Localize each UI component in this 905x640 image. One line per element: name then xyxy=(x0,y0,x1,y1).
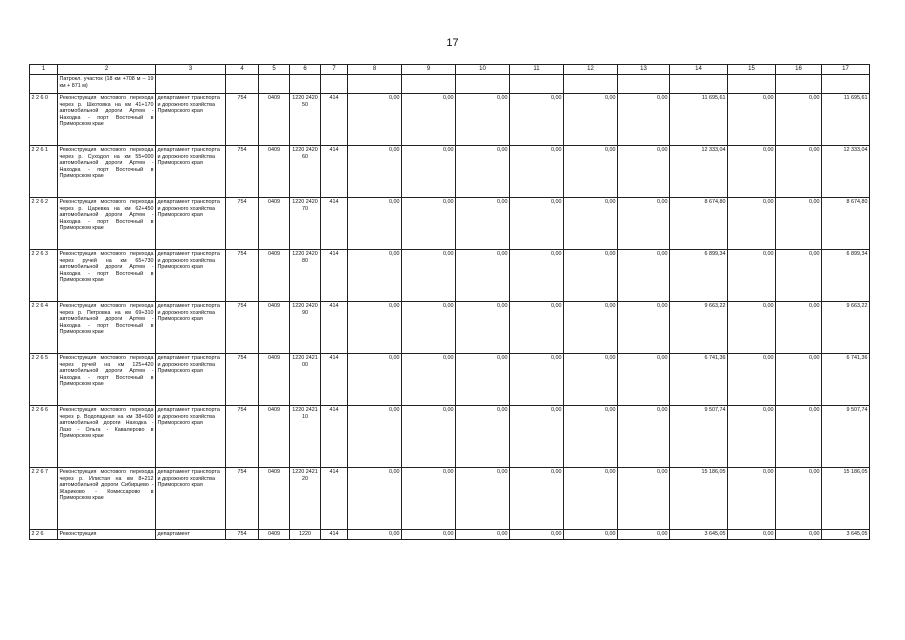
cell-c14: 8 674,80 xyxy=(670,198,728,250)
cell-id: 2 2 6 4 xyxy=(30,302,58,354)
cell-c4: 754 xyxy=(226,250,259,302)
table-row xyxy=(30,250,870,302)
cell-c13: 0,00 xyxy=(618,530,670,539)
cell-c8: 0,00 xyxy=(348,406,402,468)
empty-cell xyxy=(670,75,728,94)
cell-c15: 0,00 xyxy=(728,406,776,468)
cell-c7: 414 xyxy=(321,468,348,530)
empty-cell xyxy=(321,75,348,94)
cell-c9: 0,00 xyxy=(402,250,456,302)
cell-org: департамент xyxy=(156,530,226,539)
cell-id: 2 2 6 1 xyxy=(30,146,58,198)
cell-c16: 0,00 xyxy=(776,250,822,302)
cell-org: департамент транспорта и дорожного хозяйства Приморского края xyxy=(156,302,226,354)
cell-c14: 12 333,04 xyxy=(670,146,728,198)
cell-c14: 11 695,61 xyxy=(670,94,728,146)
continuation-text: Патрокл. участок (18 км +708 м – 19 км + 871 м) xyxy=(58,75,156,94)
cell-org: департамент транспорта и дорожного хозяйства Приморского края xyxy=(156,198,226,250)
cell-c10: 0,00 xyxy=(456,354,510,406)
cell-c14: 6 899,34 xyxy=(670,250,728,302)
cell-c7: 414 xyxy=(321,94,348,146)
cell-c17: 11 695,61 xyxy=(822,94,870,146)
cell-id: 2 2 6 6 xyxy=(30,406,58,468)
cell-c9: 0,00 xyxy=(402,468,456,530)
cell-c15: 0,00 xyxy=(728,198,776,250)
cell-c4: 754 xyxy=(226,354,259,406)
column-header-15: 15 xyxy=(728,65,776,75)
cell-org: департамент транспорта и дорожного хозяйства Приморского края xyxy=(156,94,226,146)
cell-name: Реконструкция мостового перехода через р. Суходол на км 55+000 автомобильной дороги Артем - Находка - порт Восточный в Приморском крае xyxy=(58,146,156,198)
cell-c5: 0409 xyxy=(259,302,290,354)
cell-c12: 0,00 xyxy=(564,530,618,539)
cell-c14: 9 507,74 xyxy=(670,406,728,468)
cell-c6: 1220 2420 90 xyxy=(290,302,321,354)
cell-c9: 0,00 xyxy=(402,198,456,250)
cell-id: 2 2 6 3 xyxy=(30,250,58,302)
table-row xyxy=(30,468,870,530)
cell-c16: 0,00 xyxy=(776,468,822,530)
empty-cell xyxy=(348,75,402,94)
cell-name: Реконструкция мостового перехода через р. Илистая на км 8+212 автомобильной дороги Сибирцево - Жариково - Комиссарово в Приморском крае xyxy=(58,468,156,530)
cell-c8: 0,00 xyxy=(348,250,402,302)
column-header-16: 16 xyxy=(776,65,822,75)
column-header-4: 4 xyxy=(226,65,259,75)
cell-c17: 3 645,05 xyxy=(822,530,870,539)
cell-c6: 1220 2420 60 xyxy=(290,146,321,198)
empty-cell xyxy=(564,75,618,94)
cell-c7: 414 xyxy=(321,354,348,406)
cell-c9: 0,00 xyxy=(402,94,456,146)
cell-c12: 0,00 xyxy=(564,198,618,250)
cell-c15: 0,00 xyxy=(728,146,776,198)
cell-c16: 0,00 xyxy=(776,354,822,406)
cell-c11: 0,00 xyxy=(510,302,564,354)
cell-c9: 0,00 xyxy=(402,146,456,198)
cell-c13: 0,00 xyxy=(618,250,670,302)
cell-c16: 0,00 xyxy=(776,530,822,539)
cell-id: 2 2 6 7 xyxy=(30,468,58,530)
cell-c7: 414 xyxy=(321,302,348,354)
cell-c5: 0409 xyxy=(259,198,290,250)
cell-c5: 0409 xyxy=(259,354,290,406)
column-header-8: 8 xyxy=(348,65,402,75)
cell-c4: 754 xyxy=(226,146,259,198)
cell-c4: 754 xyxy=(226,302,259,354)
header-row xyxy=(30,65,870,75)
cell-c11: 0,00 xyxy=(510,468,564,530)
empty-cell xyxy=(728,75,776,94)
cell-id: 2 2 6 5 xyxy=(30,354,58,406)
cell-c6: 1220 2420 50 xyxy=(290,94,321,146)
cell-c10: 0,00 xyxy=(456,302,510,354)
column-header-17: 17 xyxy=(822,65,870,75)
cell-c9: 0,00 xyxy=(402,530,456,539)
empty-cell xyxy=(30,75,58,94)
cell-c11: 0,00 xyxy=(510,146,564,198)
cell-c5: 0409 xyxy=(259,406,290,468)
cell-c7: 414 xyxy=(321,406,348,468)
cell-c16: 0,00 xyxy=(776,198,822,250)
cell-c6: 1220 2421 20 xyxy=(290,468,321,530)
cell-c12: 0,00 xyxy=(564,468,618,530)
cell-c16: 0,00 xyxy=(776,146,822,198)
cell-c10: 0,00 xyxy=(456,146,510,198)
cell-c15: 0,00 xyxy=(728,354,776,406)
cell-c4: 754 xyxy=(226,530,259,539)
empty-cell xyxy=(456,75,510,94)
cell-c10: 0,00 xyxy=(456,198,510,250)
cell-id: 2 2 6 xyxy=(30,530,58,539)
cell-c6: 1220 2420 80 xyxy=(290,250,321,302)
cell-id: 2 2 6 2 xyxy=(30,198,58,250)
cell-c13: 0,00 xyxy=(618,94,670,146)
cell-c13: 0,00 xyxy=(618,146,670,198)
budget-table xyxy=(29,64,870,540)
table-row xyxy=(30,302,870,354)
cell-c11: 0,00 xyxy=(510,250,564,302)
cell-name: Реконструкция мостового перехода через р. Шкотовка на км 41+170 автомобильной дороги Артем - Находка - порт Восточный в Приморском крае xyxy=(58,94,156,146)
table-row xyxy=(30,94,870,146)
cell-c12: 0,00 xyxy=(564,94,618,146)
cell-name: Реконструкция мостового перехода через р. Петровка на км 69+310 автомобильной дороги Артем - Находка - порт Восточный в Приморском крае xyxy=(58,302,156,354)
column-header-3: 3 xyxy=(156,65,226,75)
cell-c5: 0409 xyxy=(259,146,290,198)
empty-cell xyxy=(226,75,259,94)
cell-c15: 0,00 xyxy=(728,468,776,530)
cell-c12: 0,00 xyxy=(564,406,618,468)
cell-c6: 1220 2421 00 xyxy=(290,354,321,406)
empty-cell xyxy=(822,75,870,94)
table-row xyxy=(30,406,870,468)
cell-c6: 1220 2420 70 xyxy=(290,198,321,250)
cell-c10: 0,00 xyxy=(456,530,510,539)
cell-c12: 0,00 xyxy=(564,250,618,302)
cell-c13: 0,00 xyxy=(618,198,670,250)
table-row xyxy=(30,354,870,406)
cell-c16: 0,00 xyxy=(776,94,822,146)
cell-c15: 0,00 xyxy=(728,302,776,354)
cell-name: Реконструкция мостового перехода через р. Царевка на км 62+450 автомобильной дороги Артем - Находка - порт Восточный в Приморском крае xyxy=(58,198,156,250)
cell-c17: 9 663,22 xyxy=(822,302,870,354)
column-header-2: 2 xyxy=(58,65,156,75)
cell-c12: 0,00 xyxy=(564,146,618,198)
cell-name: Реконструкция мостового перехода через ручей на км 65+730 автомобильной дороги Артем - Находка - порт Восточный в Приморском крае xyxy=(58,250,156,302)
column-header-1: 1 xyxy=(30,65,58,75)
cell-org: департамент транспорта и дорожного хозяйства Приморского края xyxy=(156,468,226,530)
cell-c13: 0,00 xyxy=(618,468,670,530)
table-row xyxy=(30,198,870,250)
cell-c17: 8 674,80 xyxy=(822,198,870,250)
cell-c7: 414 xyxy=(321,250,348,302)
continuation-row xyxy=(30,75,870,94)
cell-name: Реконструкция мостового перехода через ручей на км 125+420 автомобильной дороги Артем - Находка - порт Восточный в Приморском крае xyxy=(58,354,156,406)
cell-c7: 414 xyxy=(321,146,348,198)
column-header-5: 5 xyxy=(259,65,290,75)
cell-org: департамент транспорта и дорожного хозяйства Приморского края xyxy=(156,354,226,406)
column-header-12: 12 xyxy=(564,65,618,75)
cell-c14: 9 663,22 xyxy=(670,302,728,354)
column-header-6: 6 xyxy=(290,65,321,75)
empty-cell xyxy=(510,75,564,94)
cell-c17: 6 899,34 xyxy=(822,250,870,302)
cell-c13: 0,00 xyxy=(618,406,670,468)
cell-c13: 0,00 xyxy=(618,302,670,354)
cell-c12: 0,00 xyxy=(564,354,618,406)
cell-org: департамент транспорта и дорожного хозяйства Приморского края xyxy=(156,406,226,468)
cell-c8: 0,00 xyxy=(348,198,402,250)
cell-c10: 0,00 xyxy=(456,250,510,302)
cell-c14: 6 741,36 xyxy=(670,354,728,406)
cell-c8: 0,00 xyxy=(348,354,402,406)
cell-c4: 754 xyxy=(226,94,259,146)
empty-cell xyxy=(402,75,456,94)
cell-c17: 12 333,04 xyxy=(822,146,870,198)
column-header-11: 11 xyxy=(510,65,564,75)
cell-c14: 3 645,05 xyxy=(670,530,728,539)
cell-c4: 754 xyxy=(226,406,259,468)
table-row xyxy=(30,146,870,198)
cell-c15: 0,00 xyxy=(728,94,776,146)
cell-c10: 0,00 xyxy=(456,94,510,146)
cell-c5: 0409 xyxy=(259,94,290,146)
cell-name: Реконструкция xyxy=(58,530,156,539)
cell-c13: 0,00 xyxy=(618,354,670,406)
empty-cell xyxy=(776,75,822,94)
page-number: 17 xyxy=(446,37,459,49)
empty-cell xyxy=(156,75,226,94)
empty-cell xyxy=(290,75,321,94)
cell-c8: 0,00 xyxy=(348,302,402,354)
column-header-9: 9 xyxy=(402,65,456,75)
cell-org: департамент транспорта и дорожного хозяйства Приморского края xyxy=(156,250,226,302)
cell-c11: 0,00 xyxy=(510,198,564,250)
cell-c17: 6 741,36 xyxy=(822,354,870,406)
cell-c4: 754 xyxy=(226,198,259,250)
cell-c16: 0,00 xyxy=(776,406,822,468)
cell-c6: 1220 2421 10 xyxy=(290,406,321,468)
cell-name: Реконструкция мостового перехода через р. Водопадная на км 38+600 автомобильной дороги Находка - Лазо - Ольга - Кавалерово в Приморском крае xyxy=(58,406,156,468)
table-row xyxy=(30,530,870,539)
empty-cell xyxy=(259,75,290,94)
cell-c8: 0,00 xyxy=(348,468,402,530)
cell-c11: 0,00 xyxy=(510,94,564,146)
cell-c11: 0,00 xyxy=(510,530,564,539)
empty-cell xyxy=(618,75,670,94)
cell-c12: 0,00 xyxy=(564,302,618,354)
cell-c8: 0,00 xyxy=(348,94,402,146)
column-header-10: 10 xyxy=(456,65,510,75)
cell-c9: 0,00 xyxy=(402,406,456,468)
cell-c9: 0,00 xyxy=(402,302,456,354)
cell-c11: 0,00 xyxy=(510,354,564,406)
cell-c4: 754 xyxy=(226,468,259,530)
cell-id: 2 2 6 0 xyxy=(30,94,58,146)
cell-c5: 0409 xyxy=(259,530,290,539)
cell-c8: 0,00 xyxy=(348,146,402,198)
cell-c14: 15 186,05 xyxy=(670,468,728,530)
cell-c17: 9 507,74 xyxy=(822,406,870,468)
cell-c15: 0,00 xyxy=(728,530,776,539)
cell-c5: 0409 xyxy=(259,468,290,530)
cell-c7: 414 xyxy=(321,198,348,250)
cell-c11: 0,00 xyxy=(510,406,564,468)
cell-org: департамент транспорта и дорожного хозяйства Приморского края xyxy=(156,146,226,198)
cell-c10: 0,00 xyxy=(456,406,510,468)
cell-c9: 0,00 xyxy=(402,354,456,406)
column-header-14: 14 xyxy=(670,65,728,75)
column-header-7: 7 xyxy=(321,65,348,75)
cell-c10: 0,00 xyxy=(456,468,510,530)
cell-c16: 0,00 xyxy=(776,302,822,354)
cell-c7: 414 xyxy=(321,530,348,539)
cell-c8: 0,00 xyxy=(348,530,402,539)
cell-c15: 0,00 xyxy=(728,250,776,302)
cell-c17: 15 186,05 xyxy=(822,468,870,530)
cell-c6: 1220 xyxy=(290,530,321,539)
column-header-13: 13 xyxy=(618,65,670,75)
cell-c5: 0409 xyxy=(259,250,290,302)
